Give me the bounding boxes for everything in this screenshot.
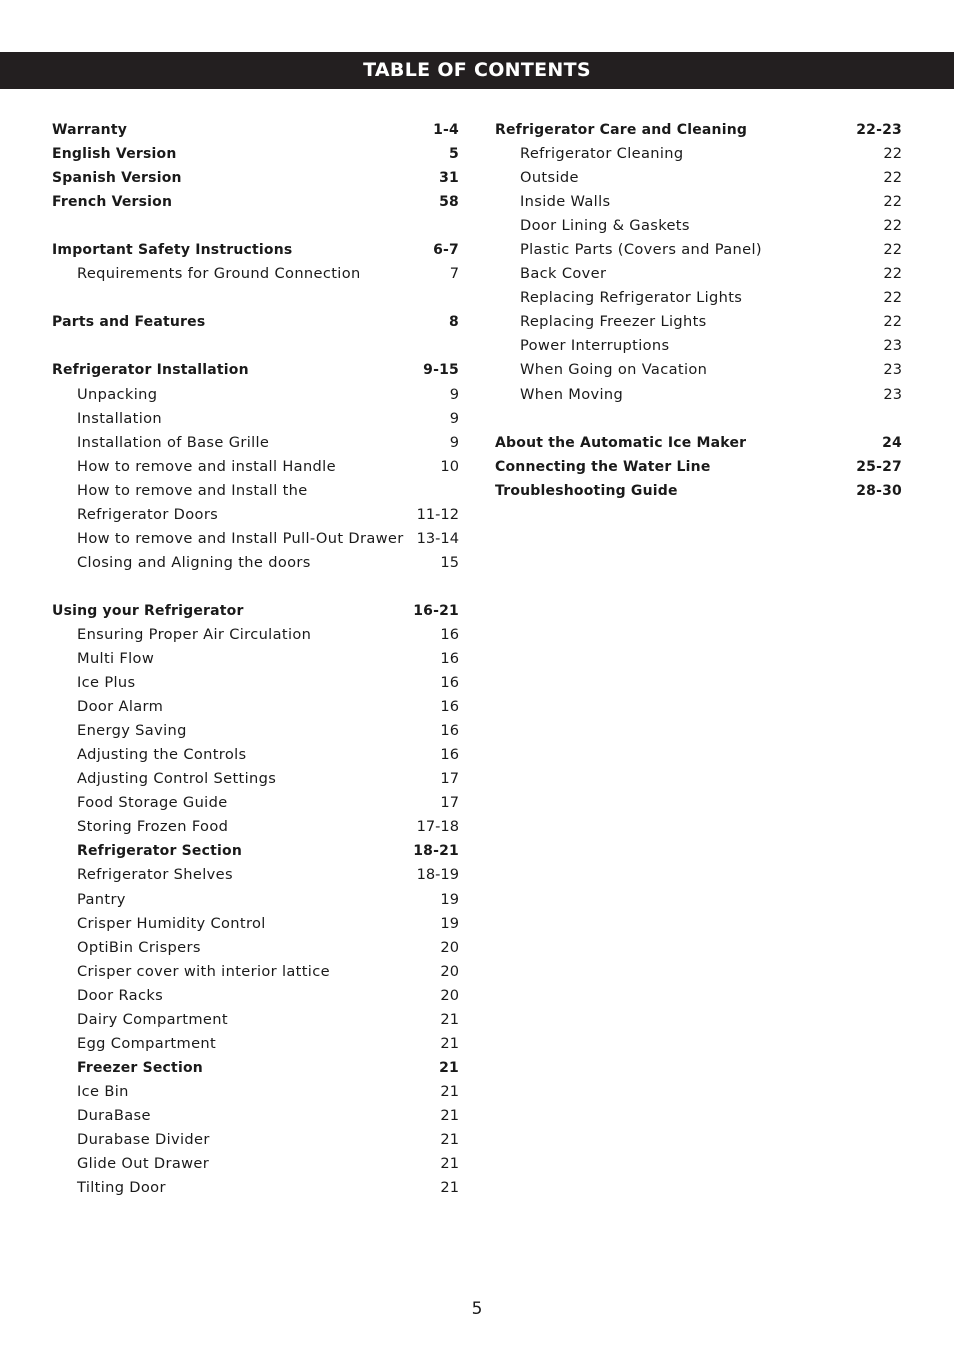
toc-entry-page: 15 <box>440 553 459 571</box>
toc-entry-label: Multi Flow <box>77 650 155 668</box>
toc-entry-label: Door Alarm <box>77 698 164 716</box>
toc-entry-label: Ensuring Proper Air Circulation <box>77 625 312 643</box>
toc-entry-label: Pantry <box>77 890 126 908</box>
toc-subentry <box>495 383 902 407</box>
toc-entry-page: 23 <box>883 385 902 403</box>
toc-entry-page: 21 <box>440 1106 459 1124</box>
toc-entry-label: Replacing Freezer Lights <box>520 313 707 331</box>
toc-entry-page: 16 <box>440 722 459 740</box>
toc-entry-page: 25-27 <box>856 458 902 475</box>
toc-spacer <box>52 286 459 310</box>
toc-subentry <box>495 214 902 238</box>
toc-subentry <box>52 960 459 984</box>
toc-entry-page: 16 <box>440 674 459 692</box>
toc-subentry <box>52 407 459 431</box>
toc-subentry <box>495 358 902 382</box>
toc-entry-label: Refrigerator Care and Cleaning <box>495 122 748 138</box>
toc-entry-label: Adjusting the Controls <box>77 746 247 764</box>
toc-entry-label: Refrigerator Shelves <box>77 866 233 884</box>
toc-entry-label: Connecting the Water Line <box>495 458 711 475</box>
toc-entry-page: 11-12 <box>416 505 459 523</box>
toc-entry-label: Spanish Version <box>52 170 182 187</box>
toc-entry <box>52 190 459 214</box>
toc-entry-label: French Version <box>52 194 173 211</box>
toc-entry <box>495 118 902 142</box>
toc-entry-page: 1-4 <box>433 122 459 138</box>
toc-subentry <box>52 863 459 887</box>
toc-entry-label: English Version <box>52 146 177 163</box>
toc-entry-page: 20 <box>440 938 459 956</box>
toc-subentry <box>52 262 459 286</box>
toc-entry-label: Refrigerator Section <box>77 843 242 860</box>
toc-subentry <box>52 1152 459 1176</box>
toc-entry-label: Adjusting Control Settings <box>77 770 277 788</box>
toc-entry-page: 5 <box>449 146 459 163</box>
toc-entry-page: 22 <box>883 289 902 307</box>
toc-subentry <box>52 767 459 791</box>
toc-subentry <box>52 623 459 647</box>
toc-subentry <box>52 647 459 671</box>
toc-subentry <box>52 431 459 455</box>
toc-entry-label: Door Racks <box>77 986 164 1004</box>
toc-entry-page: 18-19 <box>416 866 459 884</box>
toc-subentry <box>52 1008 459 1032</box>
toc-entry-label: How to remove and install Handle <box>77 457 336 475</box>
toc-entry-page: 31 <box>439 170 459 187</box>
toc-entry-page: 10 <box>440 457 459 475</box>
toc-subentry <box>52 743 459 767</box>
toc-entry-label: Warranty <box>52 122 128 138</box>
toc-entry-page: 22 <box>883 217 902 235</box>
toc-entry-label: Freezer Section <box>77 1059 203 1076</box>
toc-subentry <box>52 839 459 863</box>
page-number: 5 <box>471 1299 483 1319</box>
toc-entry-page: 17 <box>440 794 459 812</box>
toc-entry-label: Crisper Humidity Control <box>77 914 266 932</box>
toc-entry <box>52 166 459 190</box>
toc-subentry <box>52 815 459 839</box>
toc-entry-page: 22 <box>883 313 902 331</box>
toc-entry-label: Glide Out Drawer <box>77 1155 210 1173</box>
toc-entry-page: 9 <box>449 433 459 451</box>
toc-entry-label: Troubleshooting Guide <box>495 482 678 499</box>
toc-entry-label: Closing and Aligning the doors <box>77 553 311 571</box>
toc-entry-label: Back Cover <box>520 265 607 283</box>
toc-entry-label: Tilting Door <box>77 1179 166 1197</box>
toc-entry <box>495 455 902 479</box>
toc-subentry <box>495 166 902 190</box>
toc-entry <box>52 238 459 262</box>
toc-entry <box>495 431 902 455</box>
toc-entry <box>52 118 459 142</box>
toc-entry-label: Using your Refrigerator <box>52 602 244 619</box>
toc-entry-page: 9-15 <box>423 362 459 379</box>
toc-entry-page: 13-14 <box>416 529 459 547</box>
toc-entry-label: Important Safety Instructions <box>52 242 293 259</box>
toc-subentry <box>52 1128 459 1152</box>
toc-entry-page: 21 <box>440 1010 459 1028</box>
toc-entry-page: 21 <box>440 1082 459 1100</box>
toc-entry-page: 19 <box>440 914 459 932</box>
toc-entry-label: Replacing Refrigerator Lights <box>520 289 743 307</box>
toc-entry <box>52 358 459 382</box>
toc-entry-label: OptiBin Crispers <box>77 938 201 956</box>
toc-entry-page: 28-30 <box>856 482 902 499</box>
page-title: TABLE OF CONTENTS <box>0 52 954 89</box>
toc-entry-page: 22 <box>883 241 902 259</box>
toc-subentry <box>52 936 459 960</box>
toc-subentry <box>495 262 902 286</box>
toc-subentry <box>52 912 459 936</box>
toc-subentry <box>52 455 459 479</box>
toc-subentry <box>52 1080 459 1104</box>
toc-entry-label: When Moving <box>520 385 624 403</box>
toc-entry-page: 23 <box>883 337 902 355</box>
toc-entry-label: Crisper cover with interior lattice <box>77 962 330 980</box>
toc-subentry <box>52 984 459 1008</box>
toc-entry-label: Ice Bin <box>77 1082 129 1100</box>
toc-subentry <box>495 286 902 310</box>
toc-entry-label: Refrigerator Cleaning <box>520 145 684 163</box>
toc-entry-label: Dairy Compartment <box>77 1010 228 1028</box>
toc-entry-page: 21 <box>439 1059 459 1076</box>
toc-entry-page: 9 <box>449 409 459 427</box>
toc-entry-page: 16 <box>440 746 459 764</box>
toc-entry-page: 21 <box>440 1034 459 1052</box>
toc-entry-label: Refrigerator Installation <box>52 362 249 379</box>
toc-subentry <box>52 791 459 815</box>
toc-subentry <box>495 238 902 262</box>
toc-subentry <box>52 888 459 912</box>
toc-entry-page: 20 <box>440 962 459 980</box>
toc-subentry <box>495 142 902 166</box>
toc-right-column <box>495 118 902 503</box>
toc-entry-label: Installation <box>77 409 163 427</box>
toc-spacer <box>52 214 459 238</box>
toc-entry-label: Durabase Divider <box>77 1130 210 1148</box>
toc-entry-page: 24 <box>882 434 902 451</box>
toc-entry-page: 7 <box>449 265 459 283</box>
toc-entry-page: 16 <box>440 650 459 668</box>
toc-entry-page: 17 <box>440 770 459 788</box>
toc-entry-label: Inside Walls <box>520 193 611 211</box>
toc-entry <box>52 599 459 623</box>
toc-entry-label: Plastic Parts (Covers and Panel) <box>520 241 762 259</box>
toc-entry-page: 22-23 <box>856 122 902 138</box>
toc-entry-label: Requirements for Ground Connection <box>77 265 361 283</box>
toc-left-column <box>52 118 459 1200</box>
toc-entry-label: When Going on Vacation <box>520 361 708 379</box>
toc-entry-page: 22 <box>883 169 902 187</box>
toc-entry-label: Unpacking <box>77 385 158 403</box>
toc-entry <box>52 142 459 166</box>
toc-entry-page: 23 <box>883 361 902 379</box>
toc-subentry <box>52 695 459 719</box>
toc-subentry <box>52 383 459 407</box>
toc-entry-label: Power Interruptions <box>520 337 670 355</box>
toc-entry-label: Refrigerator Doors <box>77 505 219 523</box>
toc-entry-label: Parts and Features <box>52 314 206 331</box>
toc-entry-label: Ice Plus <box>77 674 136 692</box>
toc-entry-page: 21 <box>440 1130 459 1148</box>
toc-entry-page: 6-7 <box>433 242 459 259</box>
toc-subentry <box>495 334 902 358</box>
toc-entry <box>52 310 459 334</box>
toc-spacer <box>52 575 459 599</box>
toc-subentry <box>495 190 902 214</box>
toc-entry-page: 16 <box>440 625 459 643</box>
toc-entry-label: Storing Frozen Food <box>77 818 229 836</box>
toc-entry-page: 18-21 <box>413 843 459 860</box>
toc-entry-page: 16-21 <box>413 602 459 619</box>
toc-subentry <box>52 719 459 743</box>
toc-entry <box>495 479 902 503</box>
toc-entry-label: How to remove and Install the <box>77 481 308 499</box>
toc-entry-page: 17-18 <box>416 818 459 836</box>
toc-entry-page: 22 <box>883 145 902 163</box>
toc-entry-label: Installation of Base Grille <box>77 433 270 451</box>
toc-entry-page: 21 <box>440 1179 459 1197</box>
toc-entry-page: 16 <box>440 698 459 716</box>
toc-entry-page: 9 <box>449 385 459 403</box>
toc-subentry <box>52 551 459 575</box>
toc-subentry <box>52 479 459 503</box>
toc-subentry <box>52 671 459 695</box>
toc-entry-label: Outside <box>520 169 579 187</box>
toc-entry-page: 58 <box>439 194 459 211</box>
toc-entry-page: 20 <box>440 986 459 1004</box>
toc-subentry <box>495 310 902 334</box>
toc-entry-page: 19 <box>440 890 459 908</box>
toc-subentry <box>52 527 459 551</box>
toc-entry-label: DuraBase <box>77 1106 151 1124</box>
toc-entry-page: 21 <box>440 1155 459 1173</box>
toc-spacer <box>52 334 459 358</box>
toc-subentry <box>52 503 459 527</box>
toc-entry-label: About the Automatic Ice Maker <box>495 434 747 451</box>
toc-subentry <box>52 1032 459 1056</box>
toc-entry-page: 22 <box>883 265 902 283</box>
toc-entry-page: 8 <box>449 314 459 331</box>
toc-entry-label: Egg Compartment <box>77 1034 217 1052</box>
toc-subentry <box>52 1176 459 1200</box>
toc-entry-label: Energy Saving <box>77 722 187 740</box>
toc-entry-label: Food Storage Guide <box>77 794 228 812</box>
toc-spacer <box>495 407 902 431</box>
toc-subentry <box>52 1056 459 1080</box>
toc-subentry <box>52 1104 459 1128</box>
toc-entry-page: 22 <box>883 193 902 211</box>
toc-entry-label: How to remove and Install Pull-Out Drawer <box>77 529 404 547</box>
toc-entry-label: Door Lining & Gaskets <box>520 217 690 235</box>
